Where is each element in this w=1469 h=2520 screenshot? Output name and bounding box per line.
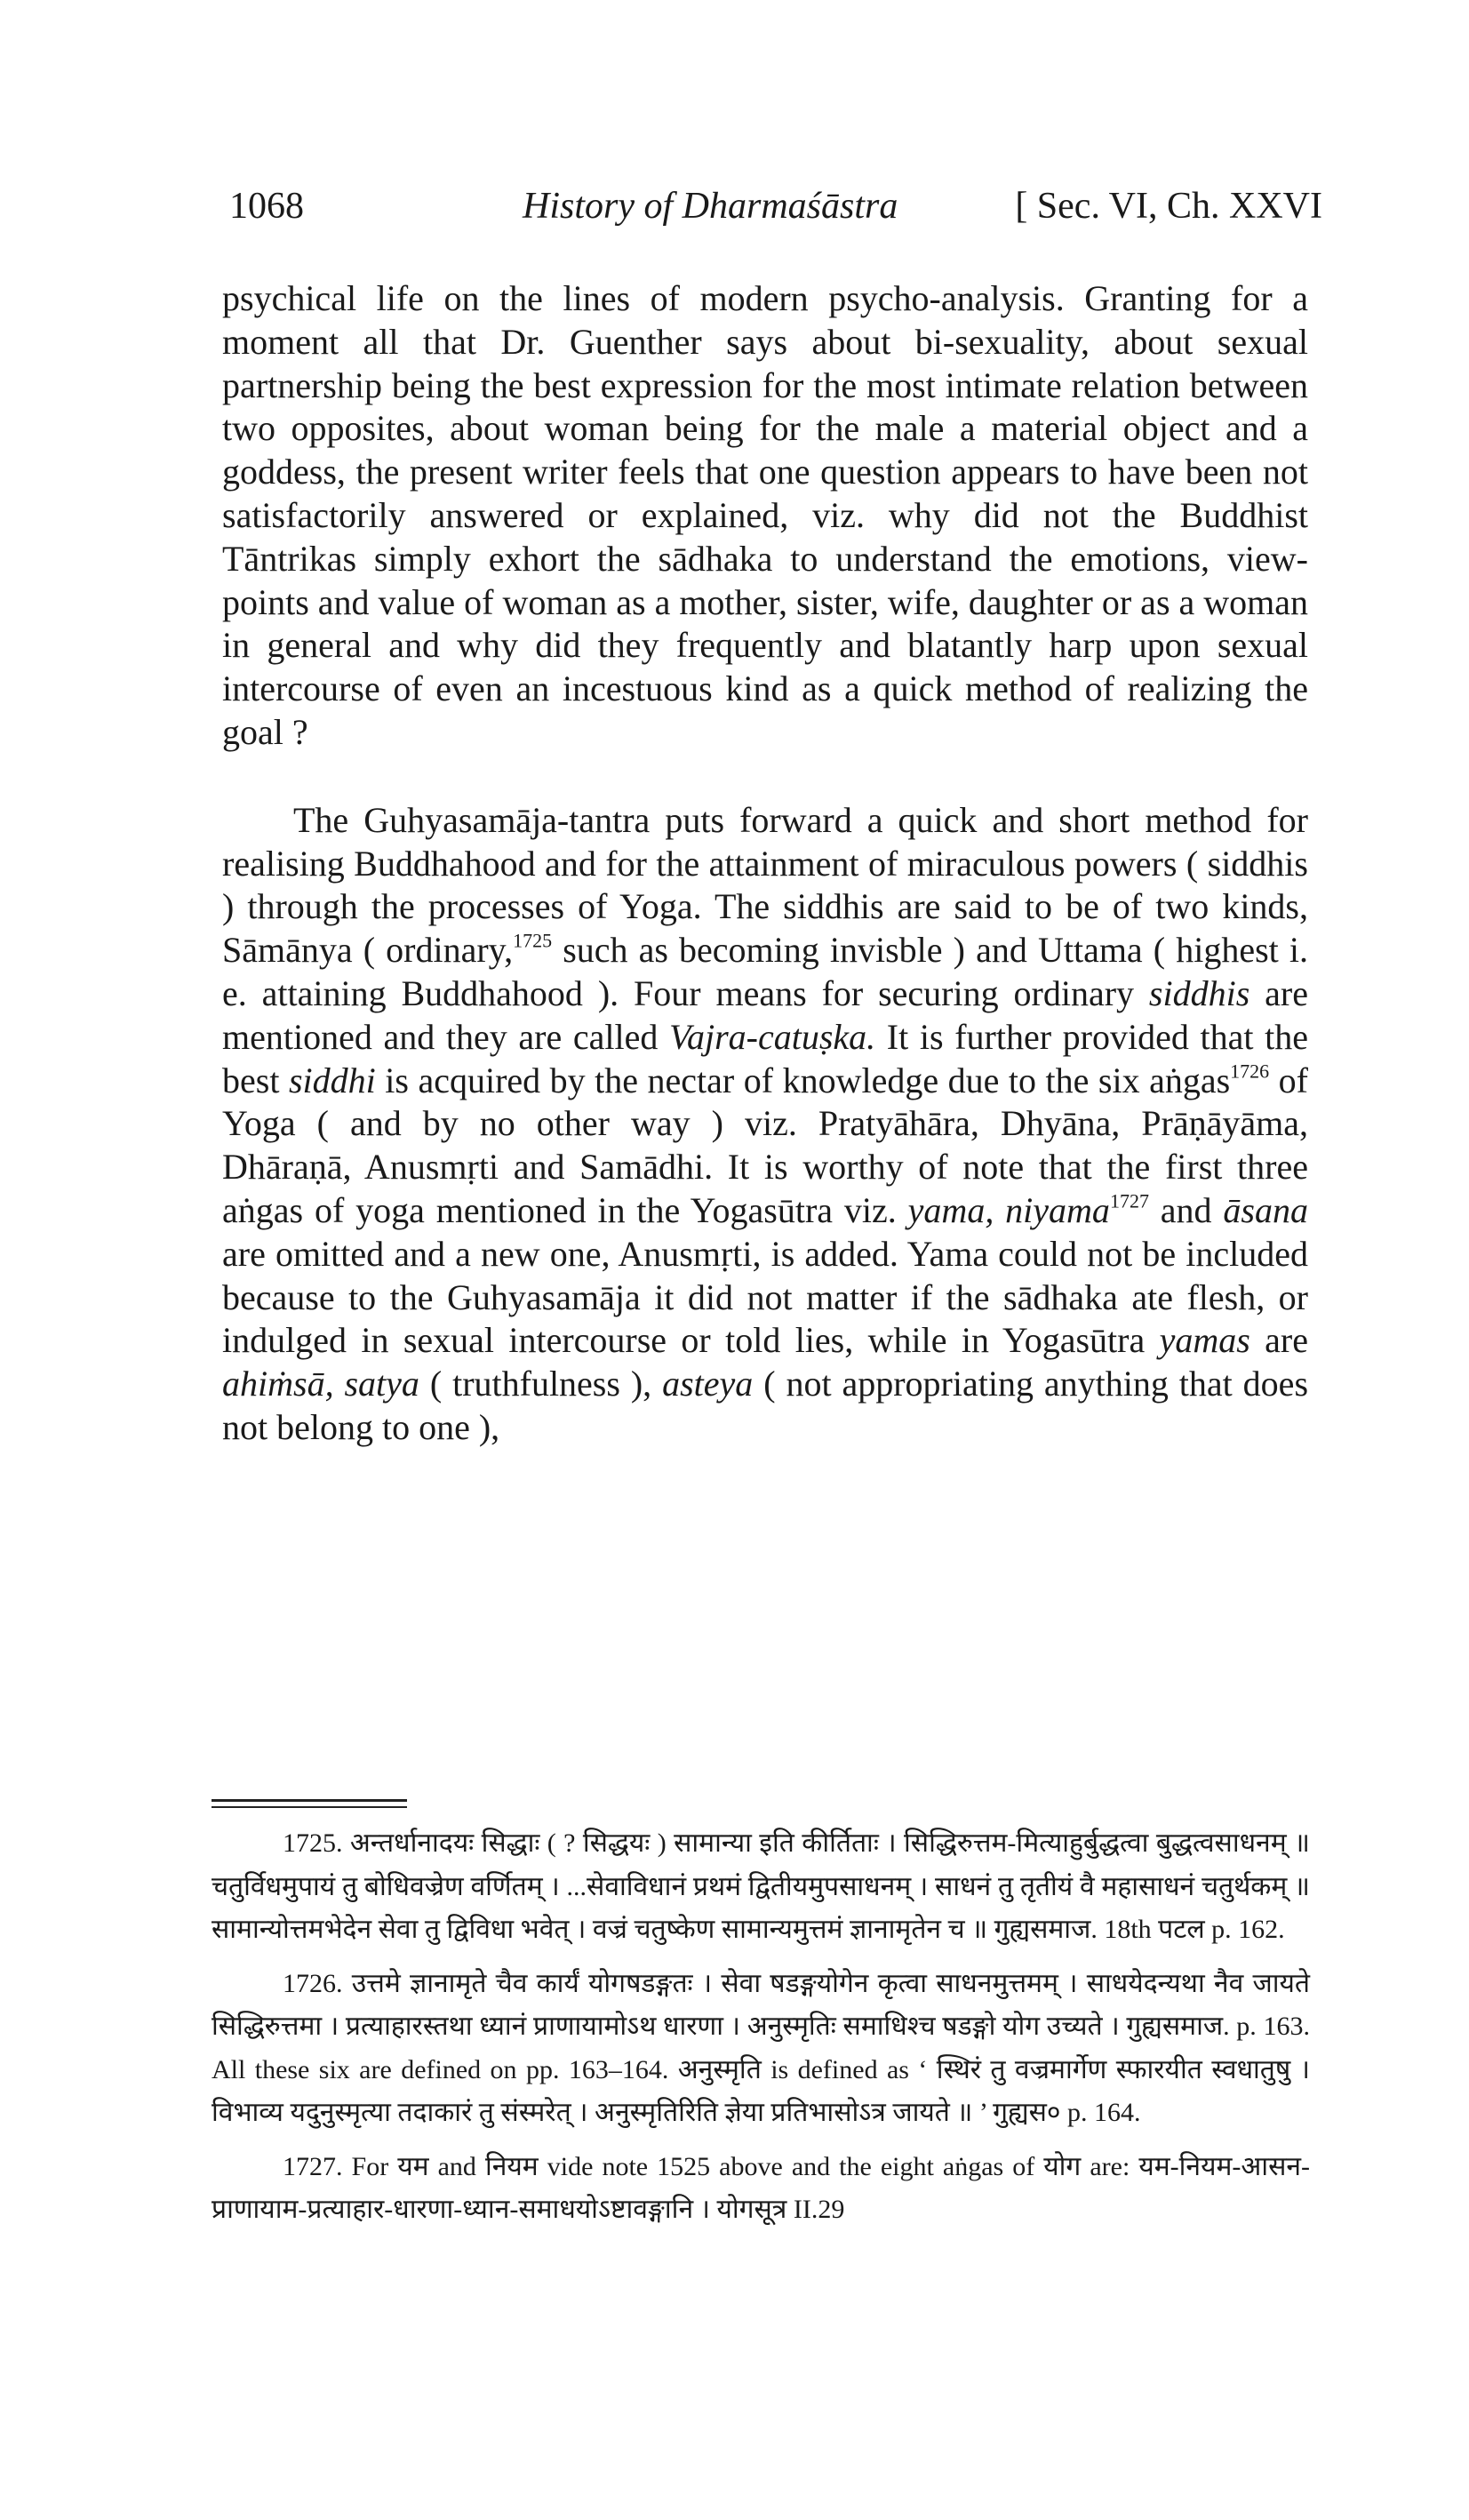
italic-term: ahiṁsā, satya (222, 1364, 419, 1404)
footnote-number: 1727. (283, 2151, 343, 2181)
section-reference: [ Sec. VI, Ch. XXVI (1015, 186, 1322, 227)
text-run: is acquired by the nectar of knowledge due to the six aṅgas (375, 1060, 1231, 1100)
footnote-text: उत्तमे ज्ञानामृते चैव कार्यं योगषडङ्गतः । सेवा षडङ्गयोगेन कृत्वा साधनमुत्तमम् । साधयेदन्यथा नैव जायते सिद्धिरुत्तमा । प्रत्याहारस्तथा ध्यानं प्राणायामोऽथ धारणा । अनुस्मृतिः समाधिश्च षडङ्गो योग उच्यते । गुह्यसमाज. p. 163. All these six are defined on pp. 163–164. अनुस्मृति is defined as ‘ स्थिरं तु वज्रमार्गेण स्फारयीत स्वधातुषु । विभाव्य यदुनुस्मृत्या तदाकारं तु संस्मरेत् । अनुस्मृतिरिति ज्ञेया प्रतिभासोऽत्र जायते ॥ ’ गुह्यस० p. 164. (212, 1968, 1310, 2127)
footnote-ref-1726: 1726 (1230, 1060, 1270, 1083)
footnote-1725 (212, 1822, 1310, 1952)
italic-term: yama, niyama (907, 1189, 1110, 1230)
page-number: 1068 (229, 186, 304, 227)
main-text (222, 277, 1308, 1494)
text-run: of Yoga ( and by no other way ) viz. Pratyāhāra, Dhyāna, Prāṇāyāma, Dhāraṇā, Anusmṛti and Samādhi. It is worthy of note that the first three aṅgas of yoga mentioned in the Yogasūtra viz. (222, 1060, 1308, 1230)
page-header (229, 174, 1322, 245)
footnote-number: 1726. (283, 1968, 343, 1998)
italic-term: Vajra-catuṣka. (668, 1016, 876, 1057)
italic-term: siddhi (288, 1060, 376, 1100)
paragraph-2 (222, 799, 1308, 1450)
text-run: are omitted and a new one, Anusmṛti, is added. Yama could not be included because to the Guhyasamāja it did not matter if the sādhaka ate flesh, or indulged in sexual intercourse or told lies, while in Yogasūtra (222, 1233, 1308, 1361)
italic-term: yamas (1159, 1320, 1250, 1361)
footnote-1727 (212, 2146, 1310, 2232)
text-run: are mentioned and they are called (222, 972, 1309, 1057)
running-title: History of Dharmaśāstra (523, 186, 898, 227)
text-run: It is further provided that the best (222, 1016, 1308, 1100)
text-run: and (1148, 1189, 1224, 1230)
text-run: such as becoming invisble ) and Uttama ( highest i. e. attaining Buddhahood ). Four means for securing ordinary (222, 930, 1308, 1013)
text-run: are (1249, 1320, 1309, 1361)
text-run: The Guhyasamāja-tantra puts forward a quick and short method for realising Buddhahood and for the attainment of miraculous powers ( siddhis ) through the processes of Yoga. The siddhis are said to be of two kinds, Sāmānya ( ordinary, (222, 799, 1308, 971)
paragraph-1: psychical life on the lines of modern psycho-analysis. Granting for a moment all that Dr. Guenther says about bi-sexuality, about sexual partnership being the best expression for the most intimate relation between two opposites, about woman being for the male a material object and a goddess, the present writer feels that one question appears to have been not satisfactorily answered or explained, viz. why did not the Buddhist Tāntrikas simply exhort the sādhaka to understand the emotions, view-points and value of woman as a mother, sister, wife, daughter or as a woman in general and why did they frequently and blatantly harp upon sexual intercourse of even an incestuous kind as a quick method of realizing the goal ? (222, 278, 1309, 752)
italic-term: āsana (1223, 1189, 1308, 1230)
footnote-number: 1725. (283, 1828, 343, 1858)
footnote-1726 (212, 1963, 1310, 2135)
italic-term: siddhis (1148, 972, 1250, 1013)
footnote-ref-1725: 1725 (513, 929, 553, 952)
footnote-divider-lower (212, 1806, 407, 1808)
text-run: ( not appropriating anything that does not belong to one ), (222, 1364, 1309, 1447)
text-run: ( truthfulness ), (419, 1364, 663, 1404)
footnote-text: For यम and नियम vide note 1525 above and the eight aṅgas of योग are: यम-नियम-आसन-प्राणायाम-प्रत्याहार-धारणा-ध्यान-समाधयोऽष्टावङ्गानि । योगसूत्र II.29 (212, 2151, 1310, 2224)
footnote-divider (212, 1799, 407, 1802)
footnotes (212, 1822, 1310, 2243)
footnote-ref-1727: 1727 (1109, 1189, 1149, 1212)
footnote-text: अन्तर्धानादयः सिद्धाः ( ? सिद्धयः ) सामान्या इति कीर्तिताः । सिद्धिरुत्तम-मित्याहुर्बुद्धत्वा बुद्धत्वसाधनम् ॥ चतुर्विधमुपायं तु बोधिवज्रेण वर्णितम् । ...सेवाविधानं प्रथमं द्वितीयमुपसाधनम् । साधनं तु तृतीयं वै महासाधनं चतुर्थकम् ॥ सामान्योत्तमभेदेन सेवा तु द्विविधा भवेत् । वज्रं चतुष्केण सामान्यमुत्तमं ज्ञानामृतेन च ॥ गुह्यसमाज. 18th पटल p. 162. (212, 1828, 1310, 1944)
italic-term: asteya (662, 1364, 754, 1404)
